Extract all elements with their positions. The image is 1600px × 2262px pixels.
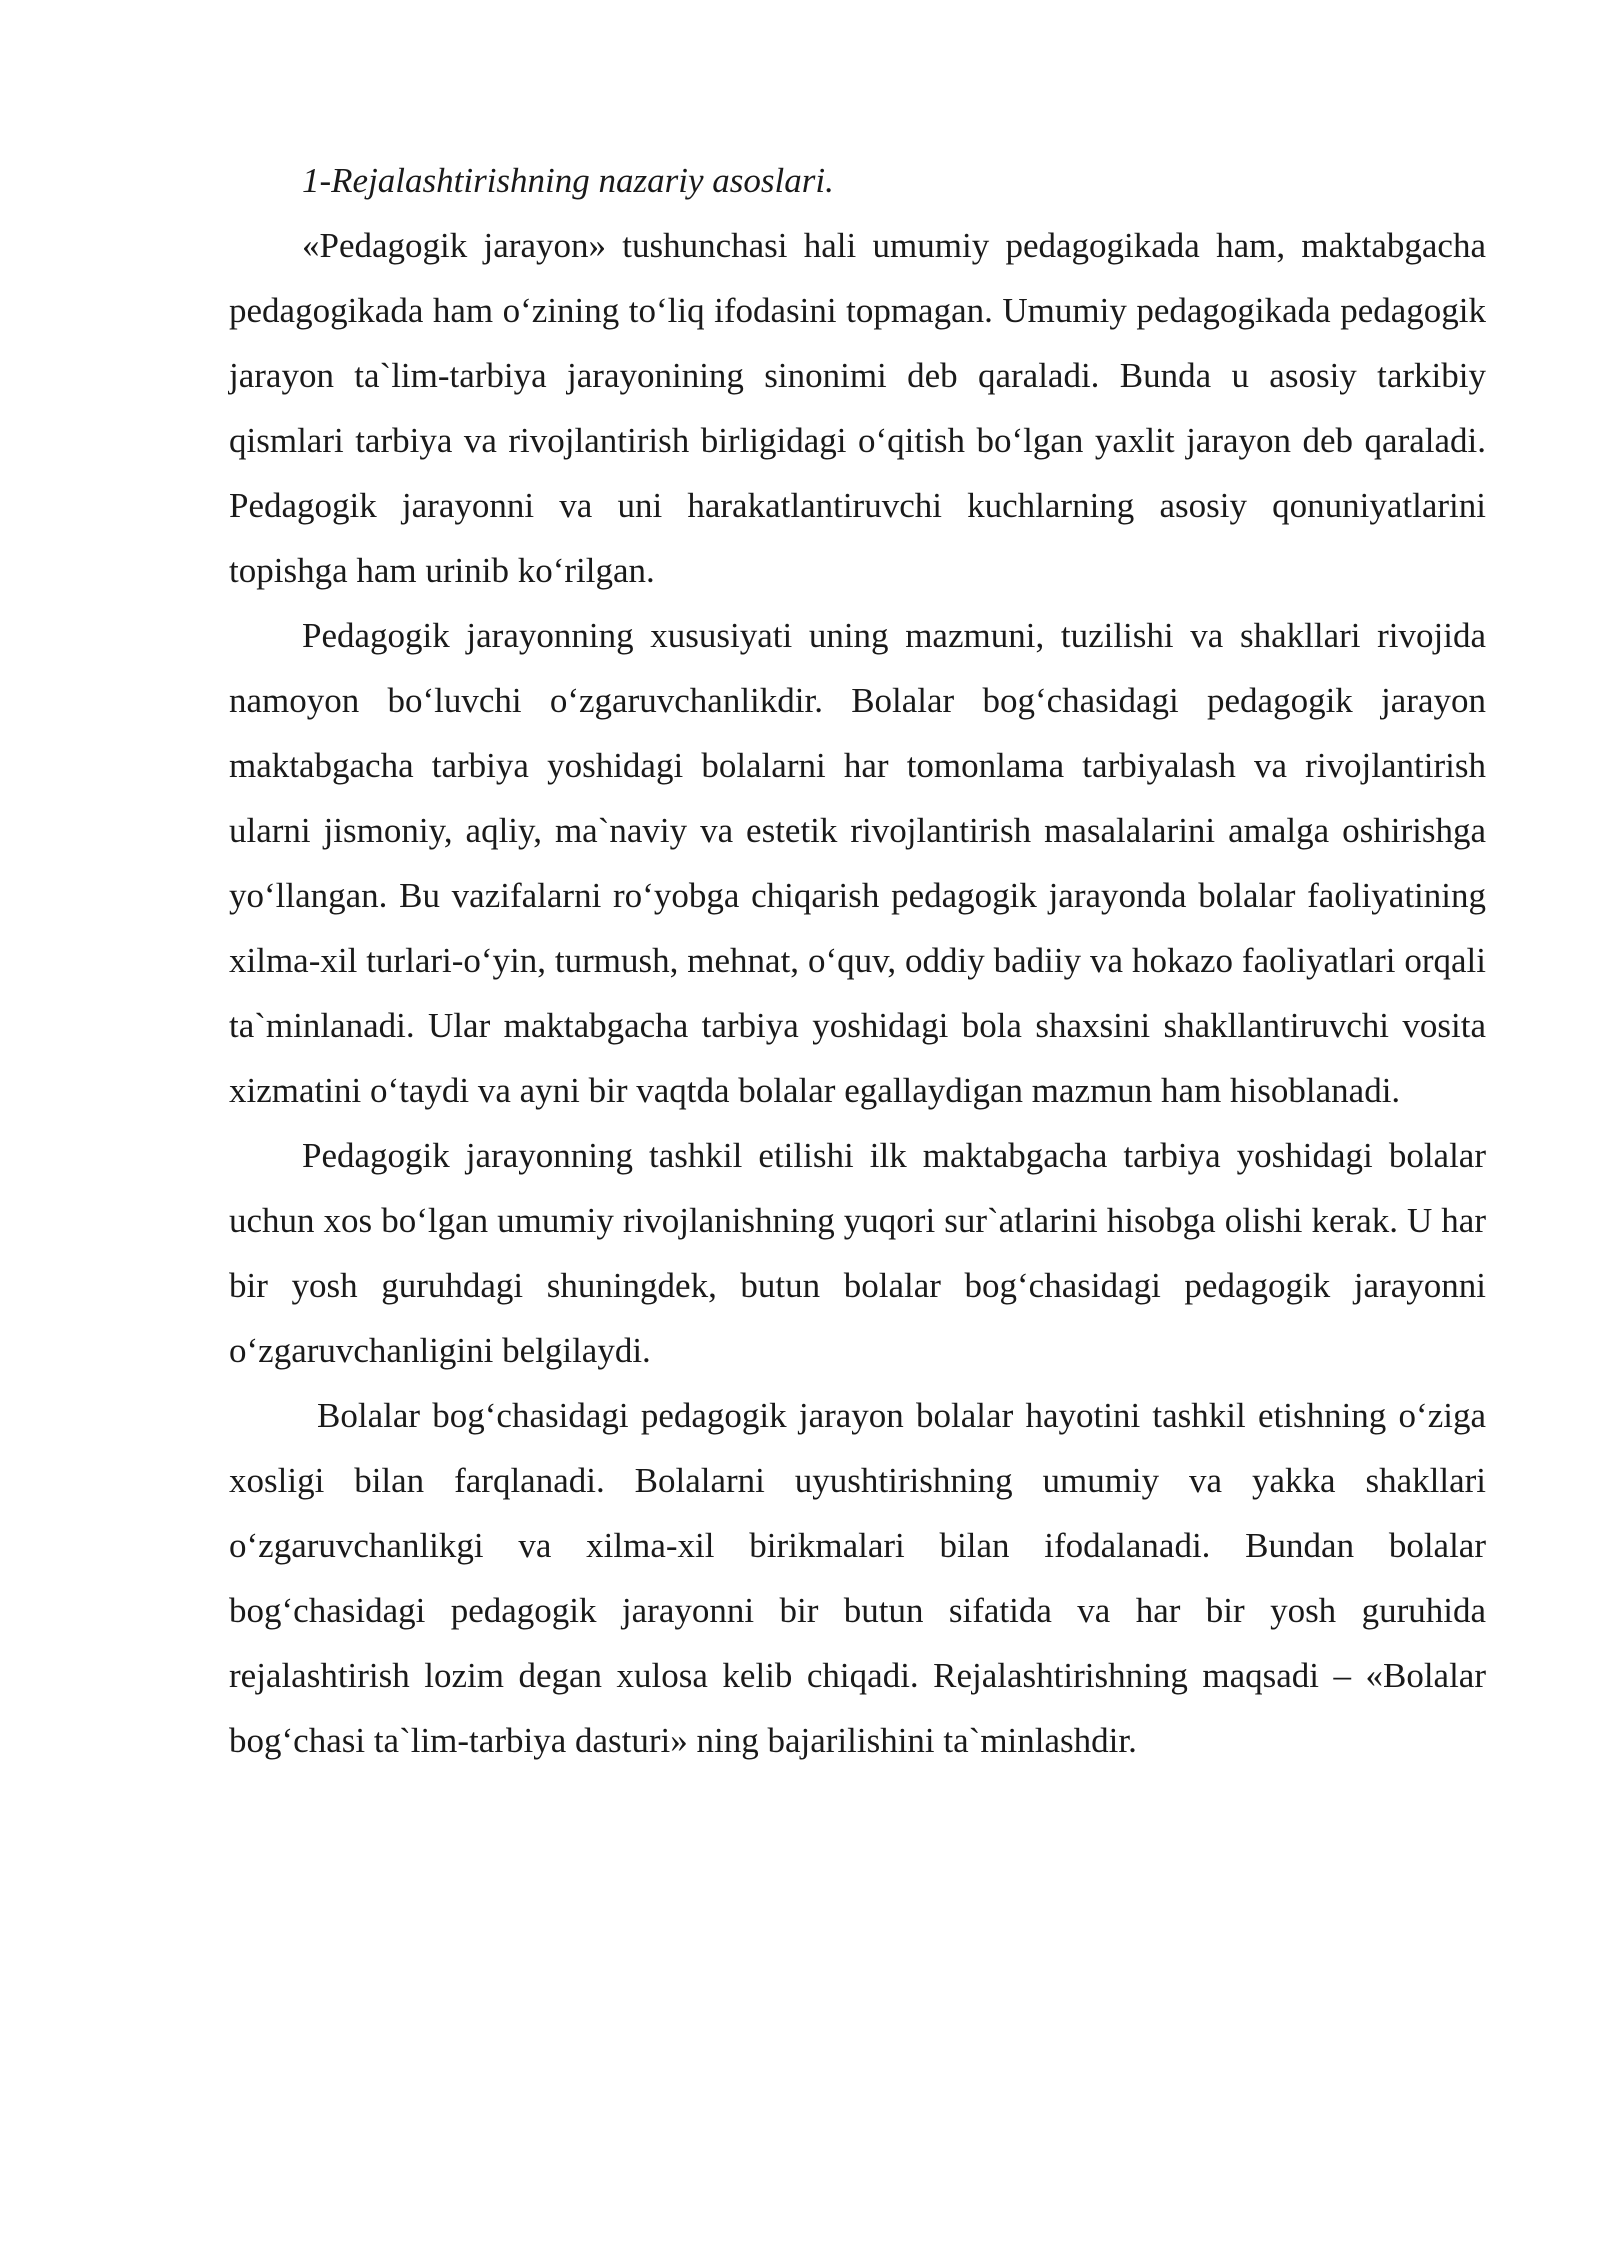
paragraph-3: Pedagogik jarayonning tashkil etilishi ilk maktabgacha tarbiya yoshidagi bolalar uchun xos bo‘lgan umumiy rivojlanishning yuqori sur`atlarini hisobga olishi kerak. U har bir yosh guruhdagi shuningdek, butun bolalar bog‘chasidagi pedagogik jarayonni o‘zgaruvchanligini belgilaydi. [229,1136,1486,1370]
document-body [229,148,1486,1773]
paragraph-2: Pedagogik jarayonning xususiyati uning mazmuni, tuzilishi va shakllari rivojida namoyon bo‘luvchi o‘zgaruvchanlikdir. Bolalar bog‘chasidagi pedagogik jarayon maktabgacha tarbiya yoshidagi bolalarni har tomonlama tarbiyalash va rivojlantirish ularni jismoniy, aqliy, ma`naviy va estetik rivojlantirish masalalarini amalga oshirishga yo‘llangan. Bu vazifalarni ro‘yobga chiqarish pedagogik jarayonda bolalar faoliyatining xilma-xil turlari-o‘yin, turmush, mehnat, o‘quv, oddiy badiiy va hokazo faoliyatlari orqali ta`minlanadi. Ular maktabgacha tarbiya yoshidagi bola shaxsini shakllantiruvchi vosita xizmatini o‘taydi va ayni bir vaqtda bolalar egallaydigan mazmun ham hisoblanadi. [229,616,1486,1110]
section-heading: 1-Rejalashtirishning nazariy asoslari. [302,161,834,200]
paragraph-1: «Pedagogik jarayon» tushunchasi hali umumiy pedagogikada ham, maktabgacha pedagogikada ham o‘zining to‘liq ifodasini topmagan. Umumiy pedagogikada pedagogik jarayon ta`lim-tarbiya jarayonining sinonimi deb qaraladi. Bunda u asosiy tarkibiy qismlari tarbiya va rivojlantirish birligidagi o‘qitish bo‘lgan yaxlit jarayon deb qaraladi. Pedagogik jarayonni va uni harakatlantiruvchi kuchlarning asosiy qonuniyatlarini topishga ham urinib ko‘rilgan. [229,226,1486,590]
paragraph-4: Bolalar bog‘chasidagi pedagogik jarayon bolalar hayotini tashkil etishning o‘ziga xosligi bilan farqlanadi. Bolalarni uyushtirishning umumiy va yakka shakllari o‘zgaruvchanlikgi va xilma-xil birikmalari bilan ifodalanadi. Bundan bolalar bog‘chasidagi pedagogik jarayonni bir butun sifatida va har bir yosh guruhida rejalashtirish lozim degan xulosa kelib chiqadi. Rejalashtirishning maqsadi – «Bolalar bog‘chasi ta`lim-tarbiya dasturi» ning bajarilishini ta`minlashdir. [229,1396,1486,1760]
